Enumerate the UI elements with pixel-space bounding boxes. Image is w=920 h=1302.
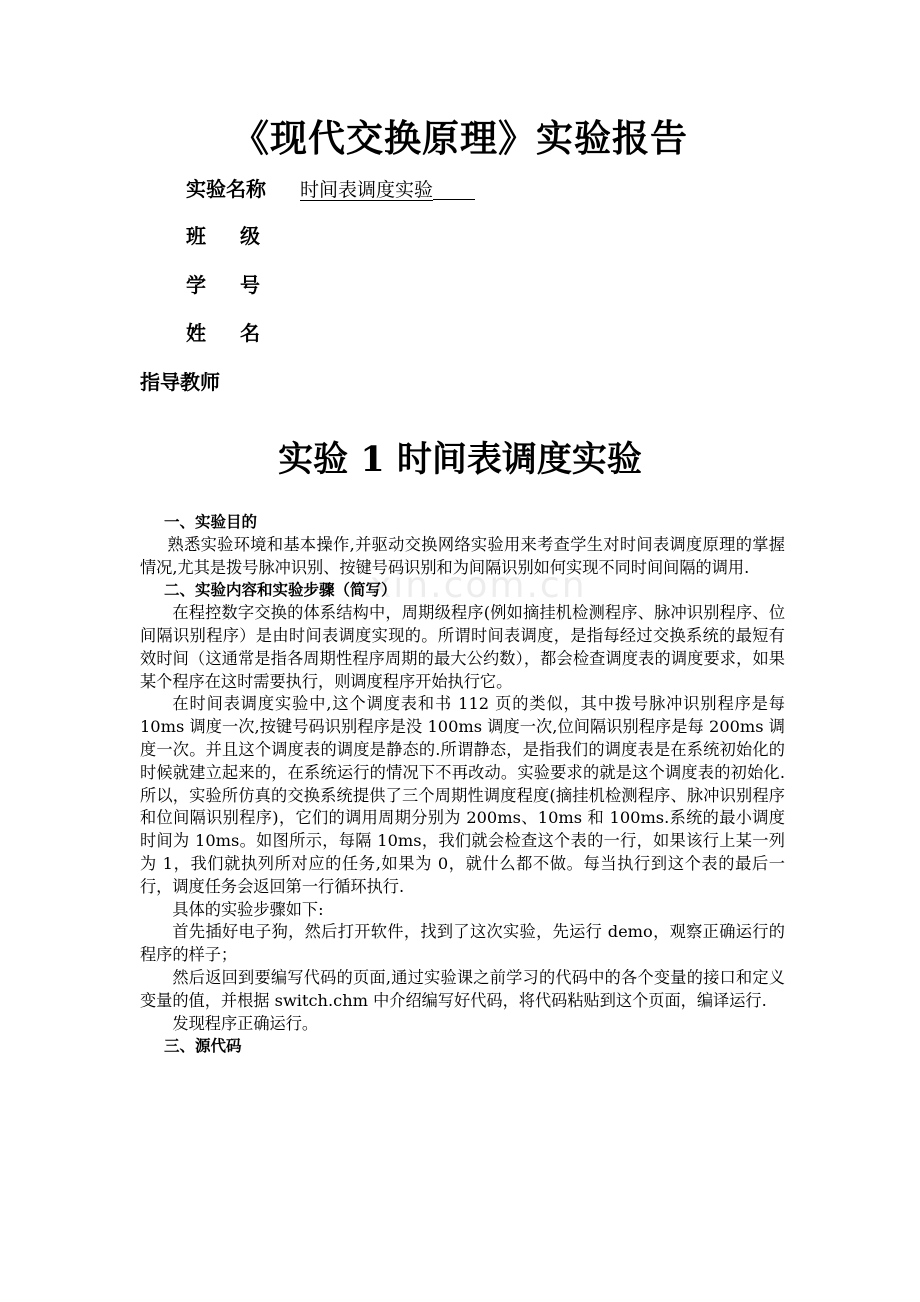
paragraph: 然后返回到要编写代码的页面,通过实验课之前学习的代码中的各个变量的接口和定义变量的值，并根据 switch.chm 中介绍编写好代码，将代码粘贴到这个页面，编译运行. [140, 967, 785, 1010]
student-name-label: 姓名 [186, 321, 294, 345]
paragraph: 具体的实验步骤如下: [172, 899, 324, 919]
watermark: xin.com.cn [370, 565, 587, 606]
paragraph: 首先插好电子狗，然后打开软件，找到了这次实验，先运行 demo，观察正确运行的程序的样子； [140, 922, 785, 965]
section-heading-purpose: 一、实验目的 [164, 513, 258, 531]
teacher-label: 指导教师 [140, 370, 220, 394]
class-label: 班级 [186, 224, 294, 248]
experiment-name-row [186, 173, 475, 202]
experiment-number: 1 [360, 439, 385, 480]
paragraph: 在时间表调度实验中,这个调度表和书 112 页的类似，其中拨号脉冲识别程序是每 10ms 调度一次,按键号码识别程序是没 100ms 调度一次,位间隔识别程序是每 200ms 调度一次。并且这个调度表的调度是静态的.所谓静态，是指我们的调度表是在系统初始化的时候就建立起来的，在系统运行的情况下不再改动。实验要求的就是这个调度表的初始化.所以，实验所仿真的交换系统提供了三个周期性调度程度(摘挂机检测程序、脉冲识别程序和位间隔识别程序)，它们的调用周期分别为 200ms、10ms 和 100ms.系统的最小调度时间为 10ms。如图所示，每隔 10ms，我们就会检查这个表的一行，如果该行上某一列为 1，我们就执列所对应的任务,如果为 0，就什么都不做。每当执行到这个表的最后一行，调度任务会返回第一行循环执行. [140, 694, 785, 896]
experiment-title [0, 432, 920, 482]
section-heading-content: 二、实验内容和实验步骤（简写） [164, 581, 397, 600]
paragraph: 熟悉实验环境和基本操作,并驱动交换网络实验用来考查学生对时间表调度原理的掌握情况,尤其是拨号脉冲识别、按键号码识别和为间隔识别如何实现不同时间间隔的调用. [140, 534, 785, 577]
section-heading-source: 三、源代码 [164, 1037, 242, 1056]
paragraph: 发现程序正确运行。 [172, 1013, 319, 1033]
report-body [140, 511, 785, 1058]
experiment-title-prefix: 实验 [278, 440, 349, 480]
experiment-title-rest: 时间表调度实验 [396, 440, 642, 480]
report-title: 《现代交换原理》实验报告 [232, 117, 688, 160]
student-id-label: 学号 [186, 273, 294, 297]
underline-tail [433, 199, 475, 200]
paragraph: 在程控数字交换的体系结构中，周期级程序(例如摘挂机检测程序、脉冲识别程序、位间隔识别程序）是由时间表调度实现的。所谓时间表调度，是指每经过交换系统的最短有效时间（这通常是指各周期性程序周期的最大公约数），都会检查调度表的调度要求，如果某个程序在这时需要执行，则调度程序开始执行它。 [140, 603, 785, 691]
experiment-name-label: 实验名称 [186, 177, 266, 201]
experiment-name-value: 时间表调度实验 [300, 179, 434, 201]
